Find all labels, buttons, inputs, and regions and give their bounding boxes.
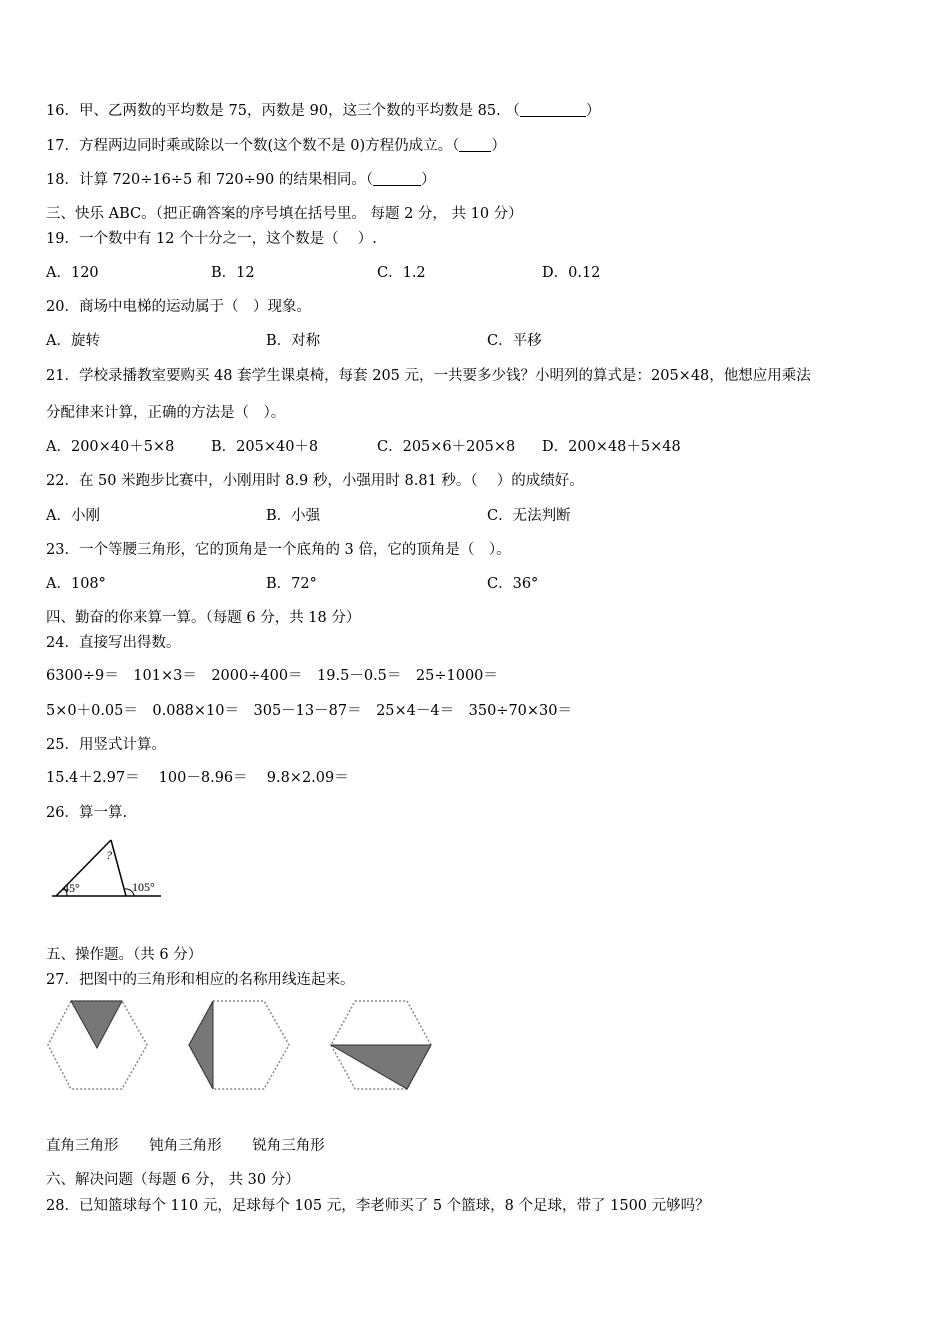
q20-option-a[interactable]: A．旋转 [46, 333, 100, 349]
triangle-names-row [46, 1136, 351, 1156]
question-25-stem: 25．用竖式计算。 [46, 737, 166, 753]
q22-option-c[interactable]: C．无法判断 [487, 508, 571, 524]
section-6-heading: 六、解决问题（每题 6 分， 共 30 分） [46, 1172, 300, 1188]
question-23-stem: 23．一个等腰三角形，它的顶角是一个底角的 3 倍，它的顶角是（ ）。 [46, 542, 511, 558]
section-5-heading: 五、操作题。（共 6 分） [46, 947, 203, 963]
q19-option-c[interactable]: C．1.2 [377, 265, 426, 281]
question-18-close: ） [421, 172, 436, 188]
q19-option-b[interactable]: B．12 [211, 265, 255, 281]
q23-option-b[interactable]: B．72° [266, 576, 317, 592]
q21-option-d[interactable]: D．200×48＋5×48 [542, 439, 681, 455]
question-17-close: ） [491, 138, 506, 154]
section-3-heading: 三、快乐 ABC。（把正确答案的序号填在括号里。 每题 2 分， 共 10 分） [46, 206, 523, 222]
question-18 [46, 170, 436, 190]
name-acute-triangle[interactable]: 锐角三角形 [252, 1138, 325, 1154]
hexagon-2-triangle [189, 1001, 213, 1089]
question-24-stem: 24．直接写出得数。 [46, 635, 181, 651]
question-27-stem: 27．把图中的三角形和相应的名称用线连起来。 [46, 972, 355, 988]
answer-blank-16[interactable] [520, 102, 586, 117]
question-24-row-1: 6300÷9＝ 101×3＝ 2000÷400＝ 19.5－0.5＝ 25÷1000＝ [46, 668, 498, 684]
q20-option-c[interactable]: C．平移 [487, 333, 542, 349]
answer-blank-17[interactable] [459, 137, 491, 152]
question-26-stem: 26．算一算. [46, 805, 128, 821]
q22-option-a[interactable]: A．小刚 [46, 508, 100, 524]
question-18-text: 18．计算 720÷16÷5 和 720÷90 的结果相同。（ [46, 172, 374, 188]
q20-option-b[interactable]: B．对称 [266, 333, 321, 349]
question-16-close: ） [585, 103, 601, 119]
question-17 [46, 136, 506, 156]
question-25-row: 15.4＋2.97＝ 100－8.96＝ 9.8×2.09＝ [46, 770, 349, 786]
question-22-stem: 22．在 50 米跑步比赛中，小刚用时 8.9 秒，小强用时 8.81 秒。（ ）的成绩好。 [46, 473, 584, 489]
q21-option-b[interactable]: B．205×40＋8 [211, 439, 319, 455]
question-21-stem-line1: 21．学校录播教室要购买 48 套学生课桌椅，每套 205 元，一共要多少钱？小明列的算式是：205×48，他想应用乘法 [46, 368, 811, 384]
q23-option-c[interactable]: C．36° [487, 576, 539, 592]
question-20-stem: 20．商场中电梯的运动属于（ ）现象。 [46, 299, 311, 315]
question-21-stem-line2: 分配律来计算，正确的方法是（ ）。 [46, 405, 286, 421]
triangle-angle-figure [46, 835, 171, 903]
q22-option-b[interactable]: B．小强 [266, 508, 321, 524]
q19-option-d[interactable]: D．0.12 [542, 265, 601, 281]
q21-option-a[interactable]: A．200×40＋5×8 [46, 439, 175, 455]
angle-45-label: 45° [63, 881, 80, 895]
question-24-row-2: 5×0＋0.05＝ 0.088×10＝ 305－13－87＝ 25×4－4＝ 350÷70×30＝ [46, 703, 572, 719]
question-28: 28．已知篮球每个 110 元，足球每个 105 元，李老师买了 5 个篮球，8 个足球，带了 1500 元够吗？ [46, 1198, 710, 1214]
q19-option-a[interactable]: A．120 [46, 265, 99, 281]
triangles-in-hexagons-figure [46, 998, 436, 1094]
answer-blank-18[interactable] [373, 171, 421, 186]
question-17-text: 17．方程两边同时乘或除以一个数(这个数不是 0)方程仍成立。（ [46, 138, 460, 154]
question-16-text: 16．甲、乙两数的平均数是 75，丙数是 90，这三个数的平均数是 85. （ [46, 103, 520, 119]
question-16 [46, 101, 600, 121]
hexagon-3[interactable] [331, 1001, 431, 1089]
hexagon-1[interactable] [48, 1001, 147, 1089]
q23-option-a[interactable]: A．108° [46, 576, 106, 592]
q21-option-c[interactable]: C．205×6＋205×8 [377, 439, 516, 455]
name-obtuse-triangle[interactable]: 钝角三角形 [149, 1138, 222, 1154]
name-right-triangle[interactable]: 直角三角形 [46, 1138, 119, 1154]
triangle-right-side [111, 840, 126, 896]
section-4-heading: 四、勤奋的你来算一算。（每题 6 分，共 18 分） [46, 610, 361, 626]
angle-105-label: 105° [132, 880, 155, 894]
unknown-angle-label: ? [106, 848, 112, 862]
question-19-stem: 19．一个数中有 12 个十分之一，这个数是（ ）. [46, 231, 377, 247]
hexagon-2[interactable] [189, 1001, 289, 1089]
